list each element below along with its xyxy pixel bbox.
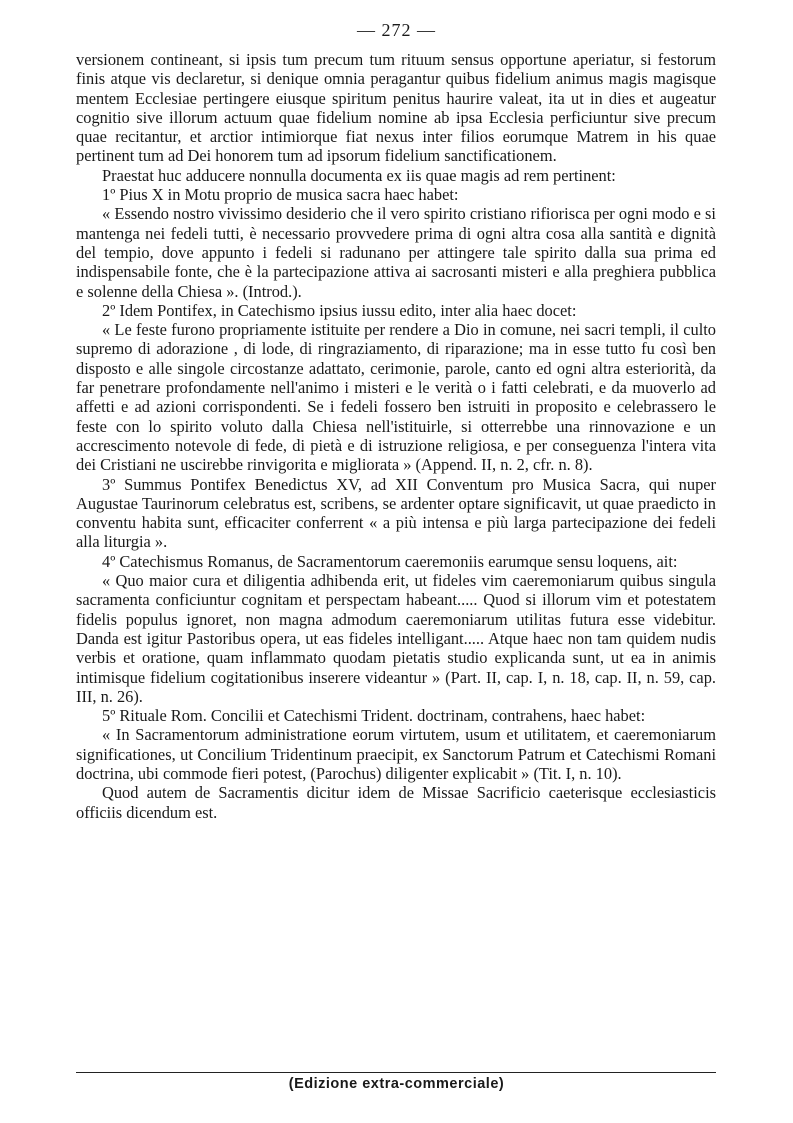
quote-catechismo: « Le feste furono propriamente istituite per rendere a Dio in comune, nei sacri templi, il culto supremo di adorazione , di lode, di ringraziamento, di riparazione; ma in esse tutto fu così ben disposto e alle singole circostanze adattato, cerimonie, parole, canto ed ogni altra esteriorità, da far penetrare profondamente nell'animo i misteri e le verità o i fatti celebrati, e da muoverlo ad affetti e ad azioni corrispondenti. Se i fedeli fossero ben istruiti in proposito e celebrassero le feste con lo spirito voluto dalla Chiesa nell'istituirle, si otterrebbe una rinnovazione e un accrescimento notevole di fede, di pietà e di istruzione religiosa, e per conseguenza l'intera vita dei Cristiani ne uscirebbe rinvigorita e migliorata » (Append. II, n. 2, cfr. n. 8). — [76, 320, 716, 475]
body-text — [76, 50, 716, 822]
paragraph-item-5: 5º Rituale Rom. Concilii et Catechismi Trident. doctrinam, contrahens, haec habet: — [102, 706, 646, 726]
quote-catechismus-romanus: « Quo maior cura et diligentia adhibenda erit, ut fideles vim caeremoniarum quibus singula sacramenta conficiuntur cognitam et perspectam habeant..... Quod si illorum vim et potestatem fidelis populus ignoret, non magna admodum caeremoniarum utilitas futura esse videbitur. Danda est igitur Pastoribus opera, ut eas fideles intelligant..... Atque haec non tam quidem nudis verbis et oratione, quam inflammato quodam pietatis studio explicanda sunt, ut ea in animis intimisque fidelium cogitationibus inserere videantur » (Part. II, cap. I, n. 18, cap. II, n. 59, cap. III, n. 26). — [76, 571, 716, 706]
paragraph-item-1: 1º Pius X in Motu proprio de musica sacra haec habet: — [102, 185, 459, 205]
footer-note: (Edizione extra-commerciale) — [288, 1076, 505, 1092]
paragraph-closing: Quod autem de Sacramentis dicitur idem de Missae Sacrificio caeterisque ecclesiasticis officiis dicendum est. — [76, 783, 716, 822]
paragraph-item-4: 4º Catechismus Romanus, de Sacramentorum caeremoniis earumque sensu loquens, ait: — [102, 551, 678, 571]
paragraph-intro: Praestat huc adducere nonnulla documenta ex iis quae magis ad rem pertinent: — [102, 165, 616, 185]
footer-rule — [76, 1072, 716, 1073]
page-number: — 272 — — [357, 20, 436, 40]
paragraph-continuation: versionem contineant, si ipsis tum precum tum rituum sensus opportune aperiatur, si festorum finis atque vis declaretur, si denique omnia peragantur quibus fidelium animus magis magisque mentem Ecclesiae pertingere eiusque spiritum penitus haurire valeat, ita ut in dies et augeatur cognitio sive illorum actuum quae fidelium nomine ab ipsa Ecclesia perficiuntur sive precum quae recitantur, et arctior intimiorque fiat nexus inter filios eorumque Matrem in his quae pertinent tum ad Dei honorem tum ad ipsorum fidelium sanctificationem. — [76, 50, 716, 166]
quote-rituale: « In Sacramentorum administratione eorum virtutem, usum et utilitatem, et caeremoniarum significationes, ut Concilium Tridentinum praecipit, ex Sanctorum Patrum et Catechismi Romani doctrina, ubi commode fieri potest, (Parochus) diligenter explicabit » (Tit. I, n. 10). — [76, 725, 716, 783]
quote-motu-proprio: « Essendo nostro vivissimo desiderio che il vero spirito cristiano rifiorisca per ogni modo e si mantenga nei fedeli tutti, è necessario provvedere prima di ogni altra cosa alla santità e dignità del tempio, dove appunto i fedeli si radunano per attingere tale spirito dalla sua prima ed indispensabile fonte, che è la partecipazione attiva ai sacrosanti misteri e alla preghiera pubblica e solenne della Chiesa ». (Introd.). — [76, 204, 716, 301]
paragraph-item-3: 3º Summus Pontifex Benedictus XV, ad XII Conventum pro Musica Sacra, qui nuper Augustae Taurinorum celebratus est, scribens, se ardenter optare significavit, ut quae praedicto in conventu habita sunt, efficaciter conferrent « a più intensa e più larga partecipazione dei fedeli alla liturgia ». — [76, 474, 716, 552]
paragraph-item-2: 2º Idem Pontifex, in Catechismo ipsius iussu edito, inter alia haec docet: — [102, 300, 577, 320]
